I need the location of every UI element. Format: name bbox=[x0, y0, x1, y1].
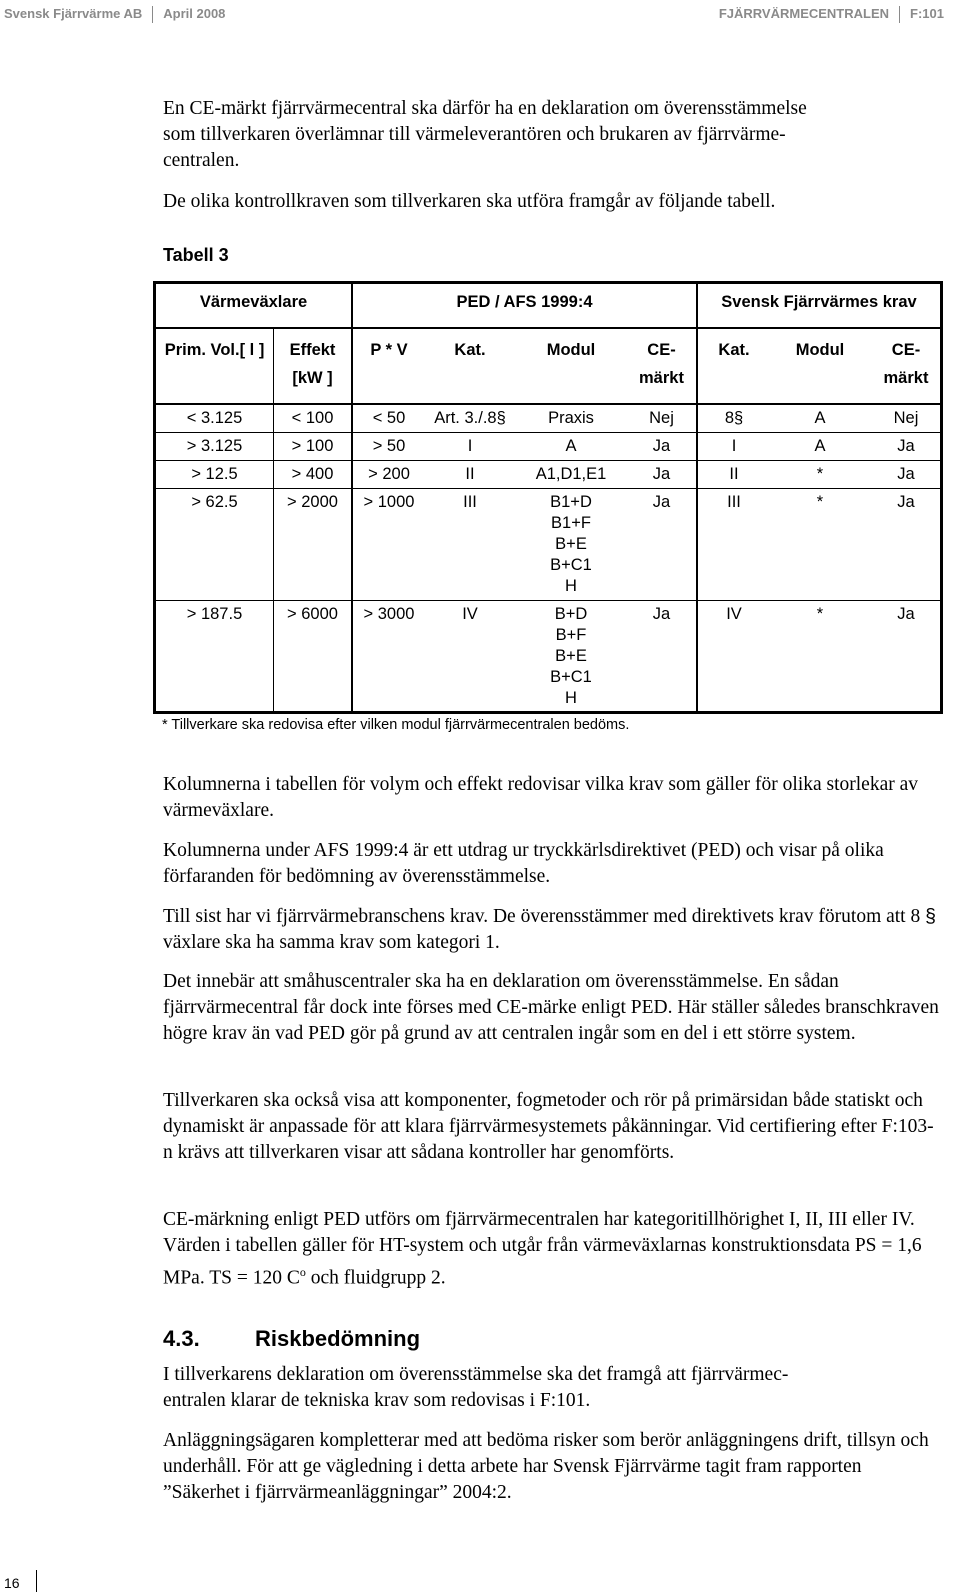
section-p1-line-1: I tillverkarens deklaration om överensstämmelse ska det framgå att fjärrvärmec- bbox=[163, 1364, 789, 1385]
cell-modul-svensk: * bbox=[816, 605, 824, 623]
section-sign: § bbox=[925, 905, 936, 927]
col-header-kat: Kat. bbox=[454, 341, 486, 359]
cell-modul: Praxis bbox=[548, 409, 594, 427]
paragraph-text bbox=[163, 903, 943, 956]
cell-ce-svensk: Ja bbox=[897, 493, 915, 511]
cell-pv: > 50 bbox=[372, 437, 406, 455]
cell-ce-svensk: Ja bbox=[897, 465, 915, 483]
cell-modul-svensk: * bbox=[816, 465, 824, 483]
cell-vol: > 12.5 bbox=[191, 465, 238, 483]
modul-line: B1+D bbox=[550, 493, 592, 511]
cell-vol: > 187.5 bbox=[186, 605, 243, 623]
intro-line-1: En CE-märkt fjärrvärmecentral ska därför ha en deklaration om överensstämmelse bbox=[163, 98, 807, 119]
table-title: Tabell 3 bbox=[163, 245, 229, 265]
cell-kat-svensk: IV bbox=[726, 605, 742, 623]
cell-vol: > 3.125 bbox=[186, 437, 243, 455]
paragraph-text-part: CE-märkning enligt PED utförs om fjärrvärmecentralen har kategoritillhörighet I, II, III eller IV. Värden i tabellen gäller för HT-system och utgår från värmeväxlarnas konstruktionsdata PS = 1,6 MPa. TS = 120 C bbox=[163, 1209, 922, 1289]
cell-effekt: > 100 bbox=[291, 437, 334, 455]
paragraph-text: Tillverkaren ska också visa att komponenter, fogmetoder och rör på primärsidan både statiskt och dynamiskt är anpassade för att klara fjärrvärmesystemets påkänningar. Vid certifiering efter F:103-n krävs att tillverkaren visar att sådana kontroller har genomförts. bbox=[163, 1090, 934, 1163]
intro-p2-text: De olika kontrollkraven som tillverkaren ska utföra framgår av följande tabell. bbox=[163, 191, 776, 212]
cell-pv: < 50 bbox=[372, 409, 406, 427]
intro-line-3: centralen. bbox=[163, 150, 240, 171]
cell-modul-multiline bbox=[515, 492, 627, 597]
section-p1-line-2: entralen klarar de tekniska krav som redovisas i F:101. bbox=[163, 1390, 591, 1411]
cell-kat-svensk bbox=[698, 408, 770, 429]
table-footnote: * Tillverkare ska redovisa efter vilken modul fjärrvärmecentralen bedöms. bbox=[162, 717, 630, 733]
col-header-ce-2: märkt bbox=[639, 369, 684, 387]
modul-line: H bbox=[565, 577, 577, 595]
paragraph-text-part: Till sist har vi fjärrvärmebranschens krav. De överensstämmer med direktivets krav förutom att 8 bbox=[163, 906, 926, 927]
cell-ce-svensk: Nej bbox=[893, 409, 919, 427]
modul-line: B+E bbox=[555, 647, 587, 665]
cell-pv: > 3000 bbox=[363, 605, 415, 623]
intro-line-2: som tillverkaren överlämnar till värmeleverantören och brukaren av fjärrvärme- bbox=[163, 124, 786, 145]
group-header-svensk: Svensk Fjärrvärmes krav bbox=[721, 293, 917, 311]
section-sign: § bbox=[496, 409, 506, 427]
col-header-effekt-unit: [kW ] bbox=[292, 369, 333, 387]
cell-kat: I bbox=[467, 437, 473, 455]
paragraph-ce-marking bbox=[163, 1207, 943, 1292]
cell-pv: > 200 bbox=[368, 465, 410, 483]
cell-ce-svensk: Ja bbox=[897, 437, 915, 455]
cell-modul-multiline bbox=[515, 604, 627, 709]
section-number: 4.3. bbox=[163, 1326, 200, 1351]
cell-kat: IV bbox=[462, 605, 478, 623]
modul-line: B+C1 bbox=[550, 556, 592, 574]
cell-modul-svensk: A bbox=[814, 409, 826, 427]
cell-modul-svensk: A bbox=[814, 437, 826, 455]
col-header-pv: P * V bbox=[370, 341, 408, 359]
degree-superscript: o bbox=[299, 1265, 306, 1279]
intro-paragraph-1 bbox=[163, 96, 943, 174]
cell-kat bbox=[425, 408, 515, 429]
paragraph-text: Kolumnerna under AFS 1999:4 är ett utdrag ur tryckkärlsdirektivet (PED) och visar på olika förfaranden för bedömning av överensstämmelse. bbox=[163, 840, 884, 887]
cell-kat-svensk: III bbox=[727, 493, 741, 511]
cell-pv: > 1000 bbox=[363, 493, 415, 511]
paragraph-components bbox=[163, 1088, 943, 1166]
col-header-ce-svensk: CE- bbox=[891, 341, 921, 359]
section-heading bbox=[163, 1326, 420, 1352]
cell-vol: > 62.5 bbox=[191, 493, 238, 511]
paragraph-text: Anläggningsägaren kompletterar med att bedöma risker som berör anläggningens drift, tillsyn och underhåll. För att ge vägledning i detta arbete har Svensk Fjärrvärme tagit fram rapporten ”Säkerhet i fjärrvärmeanläggningar” 2004:2. bbox=[163, 1430, 929, 1503]
cell-kat-svensk: I bbox=[731, 437, 737, 455]
col-header-modul: Modul bbox=[546, 341, 596, 359]
col-header-ce-svensk-2: märkt bbox=[883, 369, 929, 387]
requirements-table bbox=[153, 281, 943, 714]
modul-line: B1+F bbox=[551, 514, 591, 532]
modul-line: B+E bbox=[555, 535, 587, 553]
running-header-right bbox=[719, 6, 944, 28]
paragraph-afs bbox=[163, 838, 943, 890]
header-separator-right bbox=[899, 6, 900, 23]
cell-ce-svensk: Ja bbox=[897, 605, 915, 623]
page-number: 16 bbox=[4, 1575, 20, 1591]
section-paragraph-1 bbox=[163, 1362, 943, 1414]
cell-kat-text: Art. 3./.8 bbox=[434, 409, 497, 427]
paragraph-text: Det innebär att småhuscentraler ska ha en deklaration om överensstämmelse. En sådan fjärrvärmecentral får dock inte förses med CE-märke enligt PED. Här ställer således branschkraven högre krav än vad PED gör på grund av att centralen ingår som en del i ett större system. bbox=[163, 971, 939, 1044]
section-title: Riskbedömning bbox=[255, 1326, 421, 1351]
cell-modul: A bbox=[565, 437, 577, 455]
cell-effekt: > 400 bbox=[291, 465, 334, 483]
paragraph-text-part: och fluidgrupp 2. bbox=[305, 1267, 446, 1289]
cell-kat: II bbox=[465, 465, 475, 483]
paragraph-small-house bbox=[163, 969, 943, 1047]
header-doc-code: F:101 bbox=[910, 6, 944, 21]
cell-modul-svensk: * bbox=[816, 493, 824, 511]
group-header-vaxlare: Värmeväxlare bbox=[199, 293, 308, 311]
cell-modul: A1,D1,E1 bbox=[535, 465, 607, 483]
cell-vol: < 3.125 bbox=[186, 409, 243, 427]
cell-ce: Ja bbox=[652, 437, 671, 455]
cell-kat: III bbox=[463, 493, 477, 511]
page-number-bar bbox=[36, 1570, 37, 1592]
cell-effekt: < 100 bbox=[291, 409, 334, 427]
modul-line: H bbox=[565, 689, 577, 707]
paragraph-text-part: växlare ska ha samma krav som kategori 1. bbox=[163, 932, 500, 953]
modul-line: B+D bbox=[554, 605, 588, 623]
header-date: April 2008 bbox=[163, 6, 226, 21]
col-header-ce: CE- bbox=[647, 341, 676, 359]
header-doc-title: FJÄRRVÄRMECENTRALEN bbox=[718, 6, 890, 21]
col-header-modul-svensk: Modul bbox=[795, 341, 845, 359]
paragraph-branch-requirements bbox=[163, 903, 943, 956]
modul-line: B+F bbox=[555, 626, 587, 644]
paragraph-text: Kolumnerna i tabellen för volym och effekt redovisar vilka krav som gäller för olika storlekar av värmeväxlare. bbox=[163, 774, 919, 821]
col-header-prim-vol: Prim. Vol.[ l ] bbox=[164, 341, 265, 359]
cell-effekt: > 2000 bbox=[287, 493, 338, 511]
paragraph-text bbox=[163, 1207, 943, 1292]
cell-ce: Ja bbox=[652, 465, 671, 483]
header-separator bbox=[152, 6, 153, 23]
cell-effekt: > 6000 bbox=[287, 605, 338, 623]
cell-ce: Nej bbox=[649, 409, 674, 427]
running-header-left bbox=[4, 6, 225, 28]
group-header-ped: PED / AFS 1999:4 bbox=[456, 293, 593, 311]
intro-paragraph-2 bbox=[163, 189, 943, 215]
cell-kat-svensk: II bbox=[729, 465, 739, 483]
cell-ce: Ja bbox=[652, 605, 671, 623]
col-header-effekt: Effekt bbox=[289, 341, 336, 359]
section-paragraph-2 bbox=[163, 1428, 943, 1506]
paragraph-volume-effect bbox=[163, 772, 943, 824]
cell-kat-svensk-text: 8 bbox=[724, 409, 734, 427]
header-org: Svensk Fjärrvärme AB bbox=[4, 6, 143, 21]
section-sign: § bbox=[734, 409, 744, 427]
col-header-kat-svensk: Kat. bbox=[718, 341, 750, 359]
modul-line: B+C1 bbox=[550, 668, 592, 686]
cell-ce: Ja bbox=[652, 493, 671, 511]
